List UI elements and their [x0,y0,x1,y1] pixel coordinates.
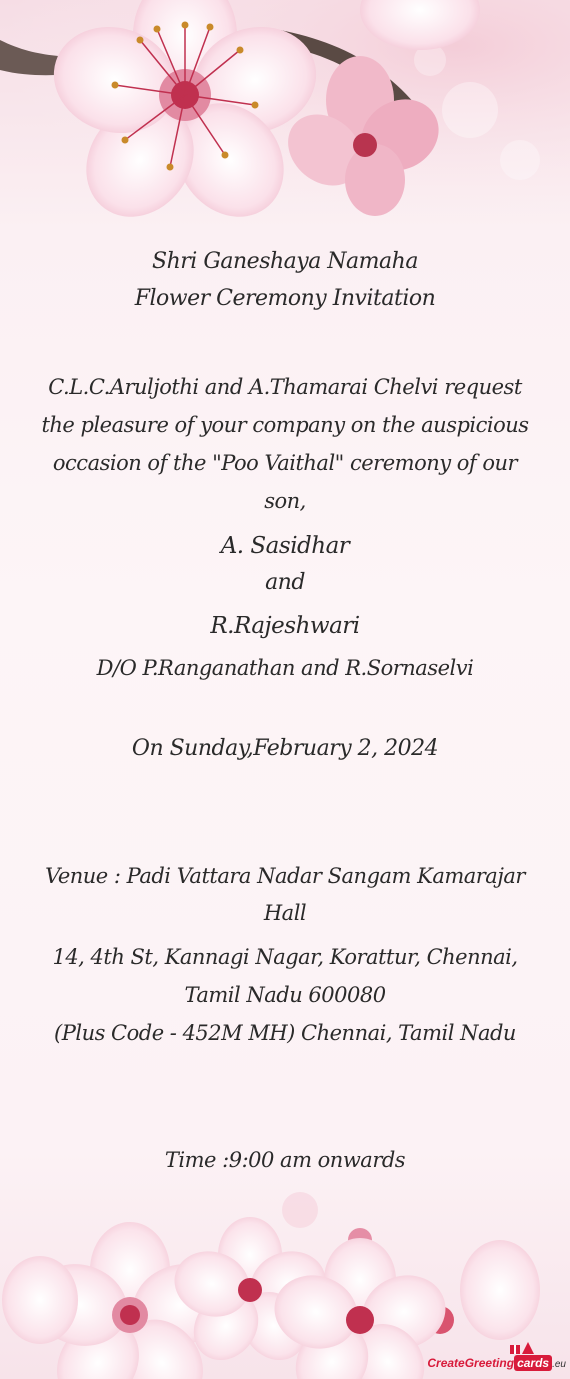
cherry-blossom-bottom-decoration [0,1170,570,1379]
venue: Venue : Padi Vattara Nadar Sangam Kamarajar Hall [45,864,525,925]
invitation-message: C.L.C.Aruljothi and A.Thamarai Chelvi request the pleasure of your company on the auspicious occasion of the "Poo Vaithal" ceremony of our son, [41,375,529,513]
event-date: On Sunday,February 2, 2024 [131,736,439,761]
brand-name: CreateGreeting [427,1356,515,1370]
plus-code-line: (Plus Code - 452M MH) Chennai, Tamil Nadu [54,1021,516,1045]
invitation-title: Flower Ceremony Invitation [134,286,436,311]
greeting: Shri Ganeshaya Namaha [152,249,418,274]
address-line: 14, 4th St, Kannagi Nagar, Korattur, Chennai, Tamil Nadu 600080 [52,945,518,1007]
venue-address [0,938,570,1052]
bride-name: R.Rajeshwari [210,613,360,639]
event-time: Time :9:00 am onwards [164,1148,406,1172]
conjunction: and [265,570,305,595]
bride-parents: D/O P.Ranganathan and R.Sornaselvi [96,656,474,680]
brand-cards: cards [514,1355,552,1371]
cherry-blossom-top-decoration [0,0,570,230]
groom-name: A. Sasidhar [220,533,350,559]
brand-suffix: .eu [552,1359,566,1370]
